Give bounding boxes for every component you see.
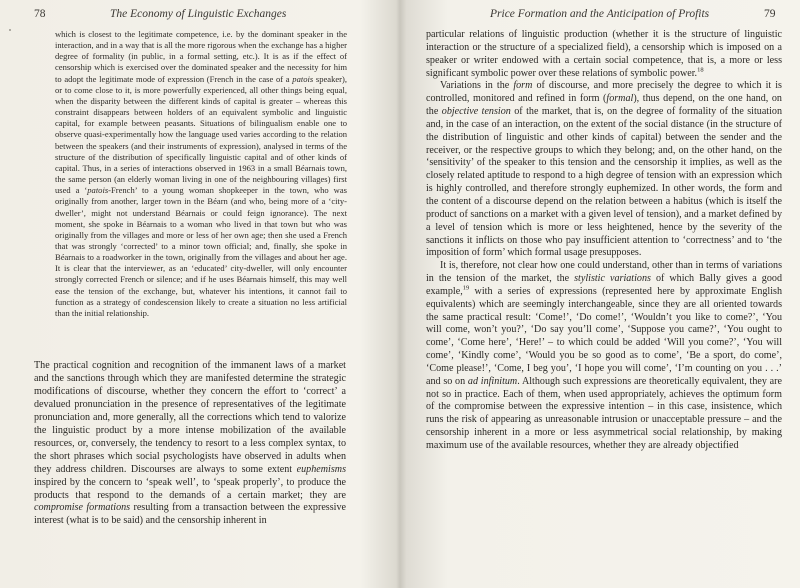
italic-phrase: euphemisms bbox=[296, 463, 346, 475]
italic-phrase: patois bbox=[292, 73, 314, 84]
left-body-paragraph bbox=[34, 360, 346, 528]
italic-phrase: patois bbox=[87, 185, 109, 196]
italic-phrase: compromise formations bbox=[34, 502, 131, 514]
text-run: which is closest to the legitimate competence, i.e. by the dominant speaker in the interaction, and in a way that is all the more rigorous when the exchange has a higher degree of formality (in public, in a formal setting, etc.). It is as if the effect of censorship which is exercised over the dominated speaker and the necessity for him to adopt the legitimate mode of expression (French in the case of a bbox=[55, 29, 347, 84]
footnote-marker: 18 bbox=[697, 66, 704, 74]
left-body-text bbox=[34, 360, 346, 528]
text-run: Variations in the bbox=[440, 80, 514, 92]
text-run: The practical cognition and recognition of the immanent laws of a market and the sanctions through which they are manifested determine the strategic modifications of discourse, whether they concern the effort to ‘correct’ a devalued pronunciation in the presence of representatives of the legitimate pronunciation and, more generally, all the corrections which tend to valorize the linguistic product by a more intense mobilization of the available resources, or, conversely, the tendency to resort to a less complex syntax, to the short phrases which social psychologists have observed in adults when they address children. Discourses are always to some extent bbox=[34, 360, 346, 475]
text-run: inspired by the concern to ‘speak well’, to ‘speak properly’, to produce the products that respond to the demands of a certain market; they are bbox=[34, 476, 346, 501]
text-run: speaker), or to come close to it, is more powerfully experienced, all other things being equal, when the disparity between the different kinds of capital is greater – whereas this constraint disappears between holders of an equivalent symbolic and linguistic capital, for example between peasants. Situations of bilingualism enable one to observe quasi-experimentally how the language used varies according to the relation between the speakers (and their instruments of expression), analysed in terms of the structure of the distribution of specifically linguistic capital and of other kinds of capital. Thus, in a series of interactions observed in 1963 in a small Béarnais town, the same person (an elderly woman living in one of the neighbouring villages) first used a ‘ bbox=[55, 73, 347, 196]
left-running-head: The Economy of Linguistic Exchanges bbox=[110, 8, 287, 20]
text-run: . Although such expressions are theoretically equivalent, they are not so in practice. Each of them, when used appropriately, achieves the optimum form of the compromise between the expressive intention – in this case, insistence, which runs the risk of appearing as unreasonable intrusion or unacceptable pressure – and the censorship inherent in a more or less asymmetrical social relationship, by making maximum use of the available resources, whether they are already objectified bbox=[426, 375, 783, 451]
right-body-paragraph bbox=[426, 80, 782, 260]
text-run: resulting from a transaction between the expressive interest (what is to be said) and the censorship inherent in bbox=[34, 502, 346, 527]
right-body-paragraph bbox=[426, 260, 782, 453]
italic-phrase: objective tension bbox=[441, 106, 511, 118]
italic-phrase: stylistic variations bbox=[574, 273, 651, 285]
right-body-paragraph bbox=[426, 29, 782, 80]
left-page-number: 78 bbox=[34, 8, 46, 20]
text-run: of discourse, and more precisely the degree to which it is controlled, monitored and refined in form ( bbox=[426, 80, 782, 105]
right-body-text bbox=[426, 29, 782, 453]
text-run: ), thus depend, on the one hand, on the bbox=[426, 93, 782, 118]
indented-extract bbox=[55, 29, 347, 319]
text-run: particular relations of linguistic production (whether it is the structure of linguistic interaction or the structure of a specialized field), a censorship which is imposed on a speaker or writer endowed with a certain social competence, that is, a more or less significant symbolic power over these relations of symbolic power. bbox=[426, 29, 782, 79]
text-run: of the market, that is, on the degree of formality of the situation and, in the case of an interaction, on the extent of the social distance (in the structure of the distribution of linguistic and other kinds of capital) between the sender and the receiver, or the respective groups to which they belong; and, on the other hand, on the ‘sensitivity’ of the speaker to this tension and the censorship it implies, as well as the closely related aptitude to respond to a high degree of tension with an expression which is highly controlled, and therefore strongly euphemized. In other words, the form and the content of a discourse depend on the relation between a habitus (which is itself the product of sanctions on a market with a given level of tension), and a market defined by a level of tension which is more or less heightened, hence by the severity of the sanctions it inflicts on those who pay insufficient attention to ‘correctness’ and to ‘the imposition of form’ which formal usage presupposes. bbox=[426, 106, 783, 259]
paper-speck bbox=[9, 29, 11, 31]
italic-phrase: formal bbox=[606, 93, 634, 105]
text-run: of which Bally gives a good example, bbox=[426, 273, 782, 297]
footnote-marker: 19 bbox=[462, 284, 470, 292]
right-running-head: Price Formation and the Anticipation of Profits bbox=[490, 8, 710, 20]
italic-phrase: form bbox=[513, 80, 533, 92]
extract-paragraph bbox=[55, 29, 347, 319]
text-run: with a series of expressions (represented here by approximate English equivalents) which are seemingly interchangeable, since they are all oriented towards the same practical result: ‘Come!’, ‘Do come!’, ‘Wouldn’t you like to come?’, ‘You will come, won’t you?’, ‘Do say you’ll come’, ‘Suppose you came?’, ‘You ought to come’, ‘Come here’, ‘Here!’ – to which could be added ‘Will you come?’, ‘You will come’, ‘Kindly come’, ‘Would you be so good as to come’, ‘Be a sport, do come’, ‘Come please!’, ‘Come, I beg you’, ‘I hope you will come’, ‘I’m counting on you . . .’ and so on bbox=[426, 285, 782, 387]
italic-phrase: ad infinitum bbox=[467, 375, 518, 387]
right-page bbox=[400, 0, 800, 588]
text-run: It is, therefore, not clear how one could understand, other than in terms of variations in the tension of the market, the bbox=[426, 260, 782, 285]
text-run: -French’ to a young woman shopkeeper in the town, who was originally from another, larger town in the Béarn (and who, being more of a ‘city-dweller’, might not understand Béarnais or could feign ignorance). The next moment, she spoke in Béarnais to a woman who lived in that town but who was originally from the villages and more or less of her own age; then she used a French that was strongly ‘corrected’ to a minor town official; and, finally, she spoke in Béarnais to a roadworker in the town, originally from the villages and about her age. It is clear that the interviewer, as an ‘educated’ city-dweller, will only encounter strongly corrected French or silence; and if he uses Béarnais himself, this may well ease the tension of the exchange, but, whatever his intentions, it cannot fail to function as a strategy of condescension likely to create a situation no less artificial than the initial relationship. bbox=[55, 185, 347, 318]
right-page-number: 79 bbox=[764, 8, 776, 20]
